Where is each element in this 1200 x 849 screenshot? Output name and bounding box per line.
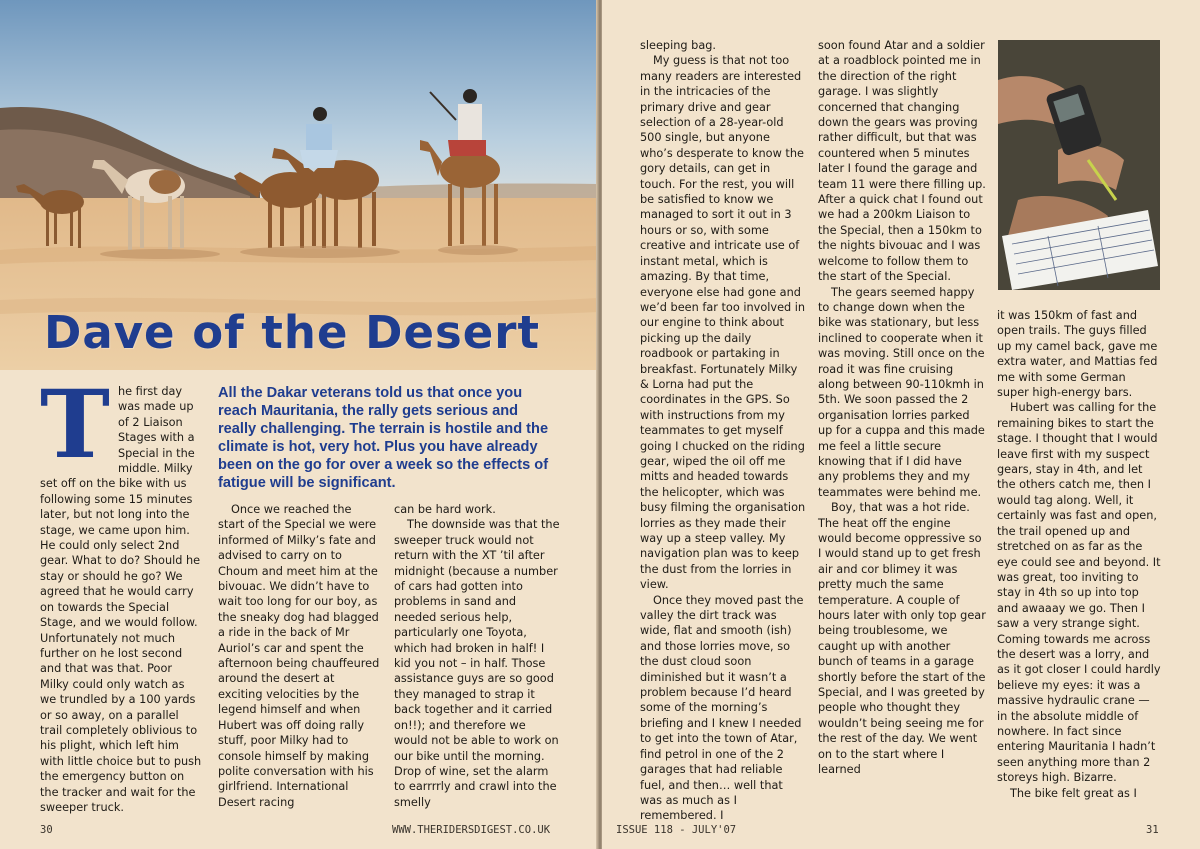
page-number-right: 31: [1146, 824, 1159, 836]
paragraph: The downside was that the sweeper truck would not return with the XT ’til after midnight (because a number of cars had gotten into problems in sand and needed serious help, particularly one Toyota, which had broken in half! I kid you not – in half. Those assistance guys are so good they managed to strap it back together and it carried on!!); and therefore we would not be able to work on our bike until the morning. Drop of wine, set the alarm to earrrrly and crawl into the smelly: [394, 518, 560, 809]
issue-footer: ISSUE 118 - JULY'07: [616, 824, 737, 836]
left-page: [0, 0, 598, 849]
paragraph: Once they moved past the valley the dirt track was wide, flat and smooth (ish) and those lorries move, so the dust cloud soon diminished but it wasn’t a problem because I’d heard some of the morning’s briefing and I knew I needed to get into the town of Atar, find petrol in one of the 2 garages that had reliable fuel, and then… well that was as much as I remembered. I: [640, 593, 804, 823]
column-1: [40, 370, 202, 815]
paragraph: sleeping bag.: [640, 39, 717, 52]
standfirst: All the Dakar veterans told us that once you reach Mauritania, the rally gets serious and really challenging. The terrain is hostile and the climate is hot, very hot. Plus you have already been on the go for over a week so the effects of fatigue will be significant.: [218, 385, 549, 491]
drop-cap: T: [40, 370, 110, 480]
paragraph: soon found Atar and a soldier at a roadblock pointed me in the direction of the right garage. I was slightly concerned that changing down the gears was proving rather difficult, but that was countered when 5 minutes later I found the garage and team 11 were there filling up. After a quick chat I found out we had a 200km Liaison to the Special, then a 150km to the nights bivouac and I was welcome to follow them to the start of the Special.: [818, 39, 986, 284]
column-3: [394, 502, 562, 810]
paragraph: he first day was made up of 2 Liaison Stages with a Special in the middle. Milky set off on the bike with us following some 15 minutes later, but not long into the stage, we came upon him. He could only select 2nd gear. What to do? Should he stay or should he go? We agreed that he would carry on towards the Special Stage, and we would follow. Unfortunately not much further on he lost second and that was that. Poor Milky could only watch as we trundled by a 100 yards or so away, on a parallel trail completely oblivious to his plight, which left him with little choice but to push the emergency button on the tracker and wait for the sweeper truck.: [40, 385, 202, 814]
article-headline: Dave of the Desert: [44, 306, 541, 359]
column-6: [997, 308, 1161, 801]
paragraph: Boy, that was a hot ride. The heat off the engine would become oppressive so I would stand up to get fresh air and cor blimey it was pretty much the same temperature. A couple of hours later with only top gear being troublesome, we caught up with another bunch of teams in a garage shortly before the start of the Special, and I was greeted by people who thought they wouldn’t being seeing me for the rest of the day. We went on to the start where I learned: [818, 501, 986, 777]
paragraph: The gears seemed happy to change down when the bike was stationary, but less inclined to cooperate when it was moving. Still once on the road it was fine cruising along between 90-110kmh in 5th. We soon passed the 2 organisation lorries parked up for a cuppa and this made me feel a little secure knowing that if I did have any problems they and my teammates were behind me.: [818, 285, 985, 499]
gps-roadbook-photo: [998, 40, 1160, 290]
paragraph: The bike felt great as I: [1010, 786, 1137, 800]
paragraph: Once we reached the start of the Special we were informed of Milky’s fate and advised to carry on to Choum and meet him at the bivouac. We didn’t have to wait too long for our boy, as the sneaky dog had blagged a ride in the back of Mr Auriol’s car and spent the afternoon being chauffeured around the desert at exciting velocities by the legend himself and when Hubert was off doing rally stuff, poor Milky had to console himself by making polite conversation with his girlfriend. International Desert racing: [218, 503, 380, 809]
paragraph: Hubert was calling for the remaining bikes to start the stage. I thought that I would leave first with my suspect gears, stay in 4th, and let the others catch me, then I would tag along. Well, it certainly was fast and open, the trail opened up and stretched on as far as the eye could see and beyond. It was great, too inviting to stay in 4th so up into top and awaaay we go. Then I saw a very strange sight. Coming towards me across the desert was a lorry, and as it got closer I could hardly believe my eyes: it was a massive hydraulic crane — in the absolute middle of nowhere. In fact since entering Mauritania I hadn’t seen anything more than 2 storeys high. Bizarre.: [997, 401, 1161, 785]
column-4: [640, 38, 806, 824]
page-number-left: 30: [40, 824, 53, 836]
paragraph: it was 150km of fast and open trails. The guys filled up my camel back, gave me extra water, and Mattias fed me with some German super high-energy bars.: [997, 309, 1158, 400]
column-5: [818, 38, 986, 778]
paragraph: can be hard work.: [394, 503, 496, 516]
column-2: [218, 502, 380, 810]
paragraph: My guess is that not too many readers are interested in the intricacies of the primary drive and gear selection of a 28-year-old 500 single, but anyone who’s desperate to know the gory details, can get in touch. For the rest, you will be satisfied to know we managed to sort it out in 3 hours or so, with some creative and intricate use of instant metal, which is amazing. By that time, everyone else had gone and we’d been far too involved in our engine to think about picking up the daily roadbook or partaking in breakfast. Fortunately Milky & Lorna had put the coordinates in the GPS. So with instructions from my teammates to get myself going I chucked on the riding gear, wiped the oil off me mitts and headed towards the helicopter, which was busy filming the organisation lorries as they made their way up a steep valley. My navigation plan was to keep the dust from the lorries in view.: [640, 54, 806, 592]
website-footer: WWW.THERIDERSDIGEST.CO.UK: [392, 824, 551, 836]
